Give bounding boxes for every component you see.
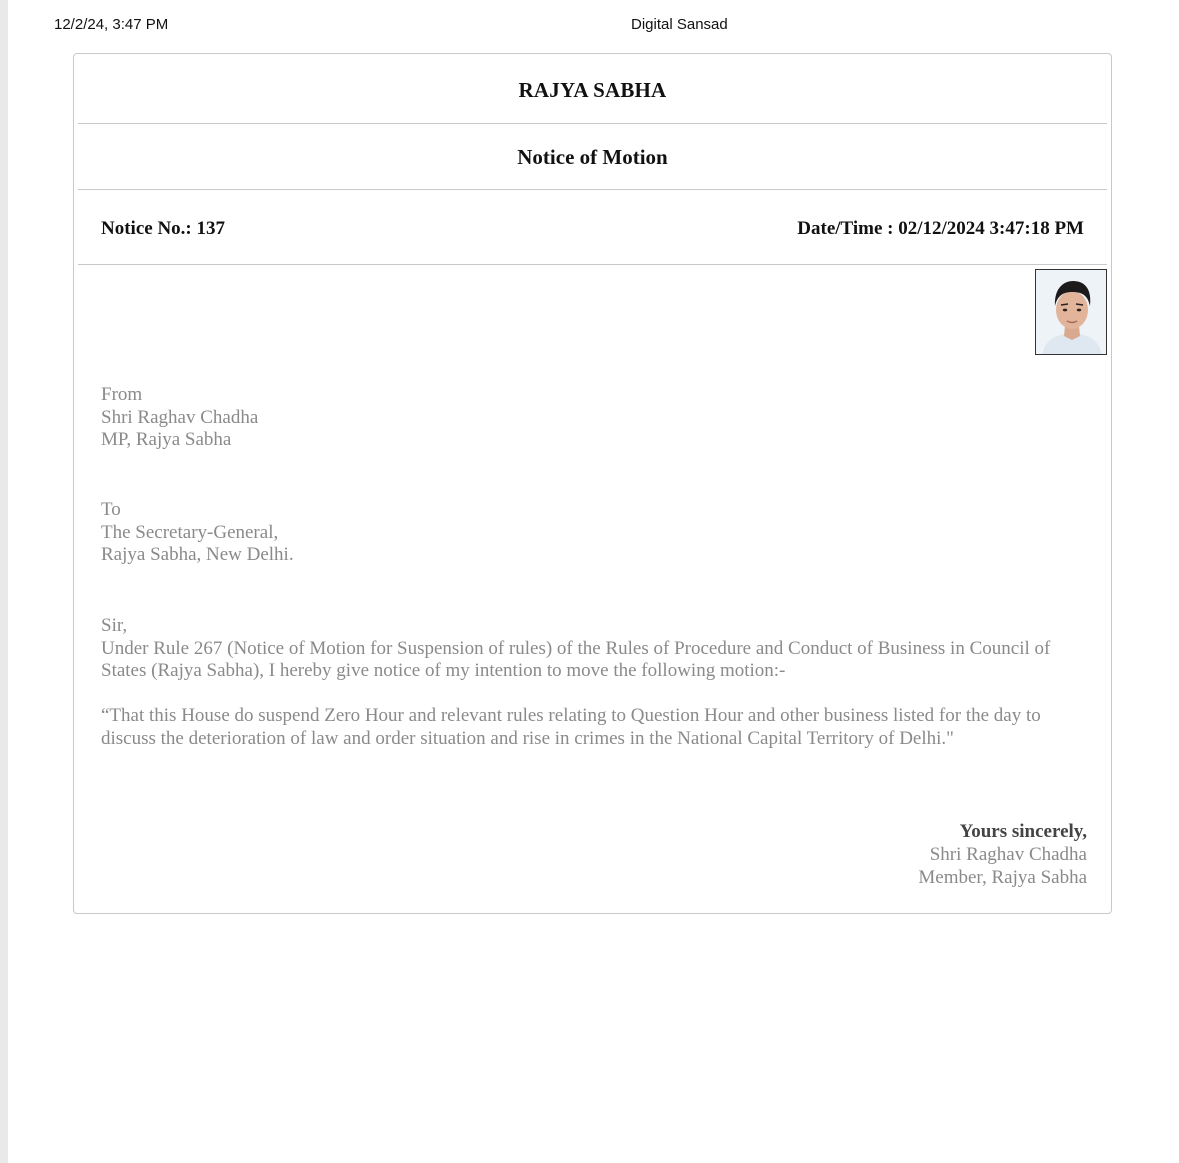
print-header [8,14,1179,38]
to-block [101,499,1085,567]
document-title: Notice of Motion [517,145,668,169]
to-line-2: Rajya Sabha, New Delhi. [101,544,294,566]
document-page [8,0,1179,1163]
divider [78,189,1107,190]
print-datetime: 12/2/24, 3:47 PM [54,16,169,33]
motion-text: “That this House do suspend Zero Hour and relevant rules relating to Question Hour and other business listed for the day to discuss the deterioration of law and order situation and rise in crimes in the National Capital Territory of Delhi." [101,705,1041,749]
print-site-name: Digital Sansad [631,16,728,33]
notice-card [73,53,1112,914]
notice-number: Notice No.: 137 [101,218,225,239]
signatory-name: Shri Raghav Chadha [929,844,1087,865]
from-name: Shri Raghav Chadha [101,406,259,428]
signatory-designation: Member, Rajya Sabha [918,867,1087,888]
from-block [101,384,1085,452]
divider [78,123,1107,124]
signature-block [918,820,1087,889]
divider [78,264,1107,265]
house-title: RAJYA SABHA [518,78,667,102]
rule-paragraph: Under Rule 267 (Notice of Motion for Suspension of rules) of the Rules of Procedure and Conduct of Business in Council of States (Rajya Sabha), I hereby give notice of my intention to move the following motion:- [101,637,1051,682]
notice-datetime: Date/Time : 02/12/2024 3:47:18 PM [797,218,1084,239]
to-line-1: The Secretary-General, [101,521,279,543]
to-label: To [101,499,121,520]
from-label: From [101,384,143,405]
salutation: Sir, [101,615,128,636]
closing: Yours sincerely, [959,821,1087,842]
from-designation: MP, Rajya Sabha [101,429,232,451]
member-photo-icon [1035,269,1107,355]
letter-body [101,615,1085,751]
